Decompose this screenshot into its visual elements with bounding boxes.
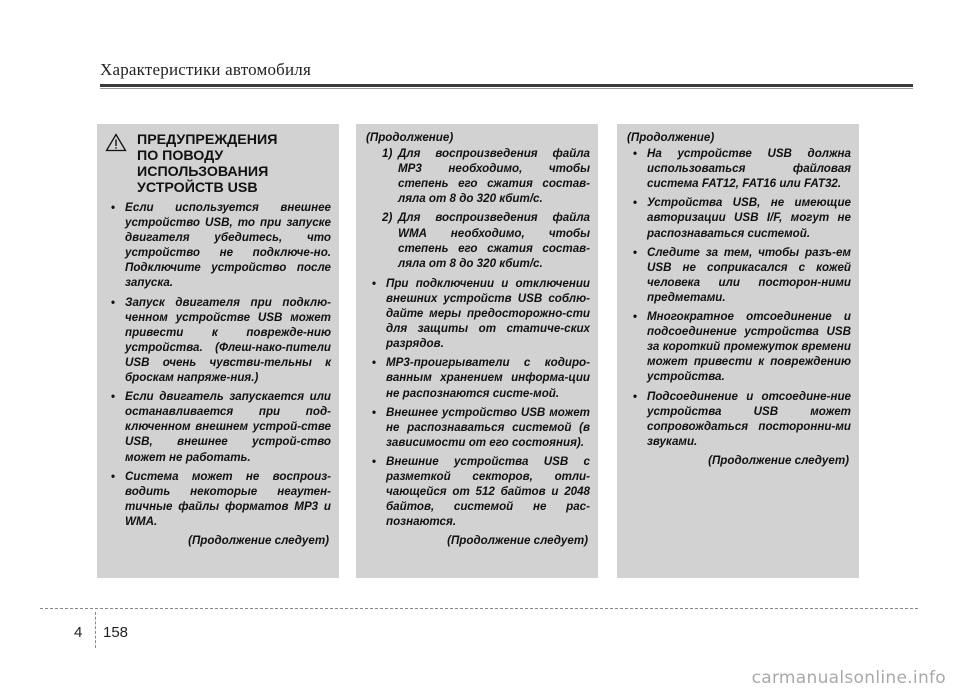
warning-title-line: ИСПОЛЬЗОВАНИЯ — [137, 164, 269, 180]
warning-box-column-1 — [97, 124, 339, 578]
bullet-item: • MP3-проигрыватели с кодиро-ванным хранением информа-ции не распознаются систе-мой. — [366, 355, 590, 400]
numbered-item — [366, 210, 590, 270]
page-number-separator — [95, 612, 96, 648]
bullet-item: • Следите за тем, чтобы разъ-ем USB не соприкасался с кожей человека или посторон-ними предметами. — [627, 245, 851, 305]
bullet-item: • Внешнее устройство USB может не распознаваться системой (в зависимости от его состояния). — [366, 405, 590, 450]
continued-next-label: (Продолжение следует) — [708, 453, 849, 467]
numbered-list — [366, 146, 590, 271]
warning-bullet-list — [366, 276, 590, 530]
bullet-item: • Устройства USB, не имеющие авторизации USB I/F, могут не распознаваться системой. — [627, 195, 851, 240]
bullet-item: • Система может не воспроиз-водить некоторые неаутен-тичные файлы форматов MP3 и WMA. — [105, 469, 331, 529]
warning-bullet-list — [627, 146, 851, 449]
numbered-item-text: Для воспроизведения файла MP3 необходимо, чтобы степень его сжатия состав-ляла от 8 до 320 кбит/с. — [398, 147, 590, 206]
numbered-item — [366, 146, 590, 206]
continued-next-label: (Продолжение следует) — [447, 534, 588, 548]
warning-title-line: УСТРОЙСТВ USB — [137, 180, 258, 196]
bullet-item: • На устройстве USB должна использоваться файловая система FAT12, FAT16 или FAT32. — [627, 146, 851, 191]
footer-dashed-rule — [40, 608, 918, 609]
warning-box-column-2 — [356, 124, 598, 578]
watermark-text: carmanualsonline.info — [751, 668, 946, 688]
header-rule-thin — [100, 88, 913, 89]
bullet-item: • Внешние устройства USB с разметкой секторов, отли-чающейся от 512 байтов и 2048 байтов, системой не рас-познаются. — [366, 454, 590, 529]
chapter-number: 4 — [74, 624, 83, 641]
page-number: 158 — [103, 624, 129, 641]
page-header-title: Характеристики автомобиля — [100, 60, 311, 79]
continued-next-label: (Продолжение следует) — [188, 533, 329, 547]
warning-title — [137, 132, 277, 196]
bullet-item: • Запуск двигателя при подклю-ченном устройстве USB может привести к поврежде-нию устройства. (Флеш-нако-пители USB очень чувстви-тельны к броскам напряже-ния.) — [105, 295, 331, 386]
bullet-item: • Многократное отсоединение и подсоединение устройства USB за короткий промежуток времени может привести к повреждению устройства. — [627, 309, 851, 384]
continued-label: (Продолжение) — [627, 131, 715, 144]
warning-header — [105, 132, 331, 196]
warning-title-line: ПРЕДУПРЕЖДЕНИЯ — [137, 132, 278, 148]
header-rule — [100, 84, 913, 87]
warning-title-line: ПО ПОВОДУ — [137, 148, 224, 164]
bullet-item: • Подсоединение и отсоедине-ние устройства USB может сопровождаться посторонни-ми звуками. — [627, 389, 851, 449]
warning-bullet-list — [105, 200, 331, 529]
bullet-item: • Если двигатель запускается или останавливается при под-ключенном внешнем устрой-стве USB, внешнее устрой-ство может не работать. — [105, 389, 331, 464]
warning-box-column-3 — [617, 124, 859, 578]
numbered-item-number: 2) — [382, 211, 393, 225]
continued-label: (Продолжение) — [366, 131, 454, 144]
bullet-item: • Если используется внешнее устройство USB, то при запуске двигателя убедитесь, что устройство не подключе-но. Подключите устройство после запуска. — [105, 200, 331, 291]
numbered-item-number: 1) — [382, 147, 393, 161]
numbered-item-text: Для воспроизведения файла WMA необходимо, чтобы степень его сжатия состав-ляла от 8 до 320 кбит/с. — [398, 211, 590, 270]
warning-triangle-icon — [105, 132, 137, 156]
bullet-item: • При подключении и отключении внешних устройств USB соблю-дайте меры предосторожно-сти для защиты от статиче-ских разрядов. — [366, 276, 590, 351]
